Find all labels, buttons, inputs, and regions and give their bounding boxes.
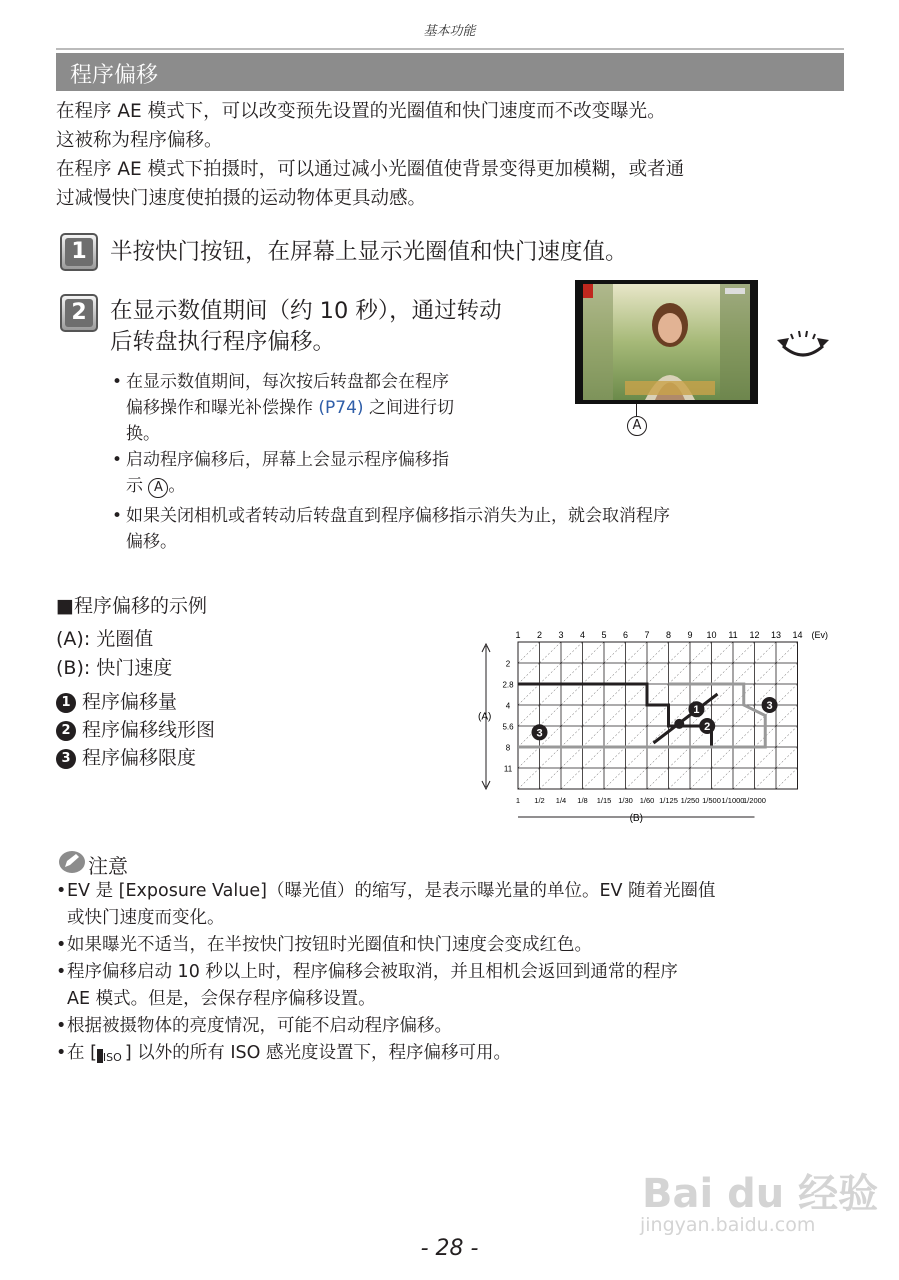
ev-tick-label: 5 <box>601 630 607 640</box>
header-title: 基本功能 <box>423 24 476 39</box>
example-heading: ■程序偏移的示例 <box>56 595 207 617</box>
step-1-badge: 1 <box>60 233 98 271</box>
header-divider <box>56 48 844 50</box>
step-2-text: 在显示数值期间（约 10 秒），通过转动 后转盘执行程序偏移。 <box>110 298 502 355</box>
bullet-item: • 如果关闭相机或者转动后转盘直到程序偏移指示消失为止，就会取消程序 偏移。 <box>112 506 670 552</box>
rear-dial-icon <box>775 326 831 366</box>
shutter-tick-label: 1/4 <box>555 796 567 805</box>
shutter-tick-label: 1/125 <box>659 796 678 805</box>
intro-line: 过减慢快门速度使拍摄的运动物体更具动感。 <box>56 188 427 209</box>
intelligent-iso-icon: ISO <box>97 1049 125 1067</box>
aperture-tick-label: 2 <box>505 659 511 669</box>
ev-tick-label: 4 <box>579 630 586 640</box>
aperture-tick-label: 8 <box>505 743 511 753</box>
ev-tick-label: 12 <box>749 630 760 640</box>
watermark-logo: Bai du 经验 <box>642 1171 879 1217</box>
marker-1-label: 1 <box>693 704 700 717</box>
shutter-tick-label: 1/500 <box>702 796 721 805</box>
note-item: • 在 [ ISO ] 以外的所有 ISO 感光度设置下，程序偏移可用。 <box>56 1040 856 1067</box>
shutter-tick-label: 1/1000 <box>721 796 745 805</box>
ev-tick-label: 13 <box>770 630 782 640</box>
shutter-tick-label: 1/8 <box>577 796 588 805</box>
note-item: • 程序偏移启动 10 秒以上时，程序偏移会被取消，并且相机会返回到通常的程序 AE 模式。但是，会保存程序偏移设置。 <box>56 962 678 1009</box>
step-2-bullets <box>112 369 572 499</box>
marker-2-label: 2 <box>704 721 711 733</box>
legend-item-3: 3 程序偏移限度 <box>56 744 196 772</box>
number-3-icon: 3 <box>56 749 76 769</box>
note-item: • EV 是 [Exposure Value]（曝光值）的缩写，是表示曝光量的单位。EV 随着光圈值 或快门速度而变化。 <box>56 881 716 928</box>
ev-tick-label: 8 <box>665 630 672 640</box>
shutter-tick-label: 1/250 <box>680 796 700 805</box>
shift-point <box>674 719 684 729</box>
ev-tick-label: 3 <box>558 630 564 640</box>
watermark-url: jingyan.baidu.com <box>640 1214 816 1236</box>
bullet-item: • 启动程序偏移后，屏幕上会显示程序偏移指 示 A 。 <box>112 450 449 496</box>
number-1-icon: 1 <box>56 693 76 713</box>
figure-label-a: A <box>627 416 647 436</box>
ev-tick-label: 11 <box>728 630 738 640</box>
camera-lcd-illustration <box>575 280 758 404</box>
step-1-text: 半按快门按钮，在屏幕上显示光圈值和快门速度值。 <box>110 239 628 265</box>
intro-line: 这被称为程序偏移。 <box>56 130 223 151</box>
section-title-bar <box>56 53 844 91</box>
aperture-tick-label: 2.8 <box>502 680 514 690</box>
marker-3-label: 3 <box>766 700 773 712</box>
ev-tick-label: 1 <box>515 630 521 640</box>
bullet-item: • 在显示数值期间，每次按后转盘都会在程序 偏移操作和曝光补偿操作 (P74) 之间进行切 换。 <box>112 372 454 444</box>
camera-screen-photo <box>575 280 758 404</box>
shutter-tick-label: 1/2000 <box>743 796 766 805</box>
ev-tick-label: 7 <box>644 630 650 640</box>
intro-paragraph <box>56 97 846 213</box>
legend-b: (B): 快门速度 <box>56 657 173 679</box>
aperture-axis-label: (A) <box>478 711 492 723</box>
callout-a-marker: A <box>148 478 168 498</box>
callout-line <box>636 404 637 416</box>
aperture-tick-label: 4 <box>505 701 511 711</box>
note-item: • 如果曝光不适当，在半按快门按钮时光圈值和快门速度会变成红色。 <box>56 935 592 955</box>
shutter-tick-label: 1/60 <box>639 796 655 805</box>
legend-a: (A): 光圈值 <box>56 628 154 650</box>
ev-tick-label: 14 <box>792 630 803 640</box>
intro-line: 在程序 AE 模式下，可以改变预先设置的光圈值和快门速度而不改变曝光。 <box>56 101 666 122</box>
section-title: 程序偏移 <box>70 63 159 88</box>
note-item: • 根据被摄物体的亮度情况，可能不启动程序偏移。 <box>56 1016 452 1036</box>
aperture-tick-label: 11 <box>503 764 513 774</box>
note-pencil-icon <box>58 850 86 874</box>
shutter-tick-label: 1/30 <box>618 796 633 805</box>
program-shift-chart <box>470 628 840 828</box>
marker-3-label: 3 <box>536 727 543 740</box>
page-number: - 28 - <box>420 1236 479 1261</box>
intro-line: 在程序 AE 模式下拍摄时，可以通过减小光圈值使背景变得更加模糊，或者通 <box>56 159 685 180</box>
shutter-tick-label: 1/15 <box>596 796 612 805</box>
number-2-icon: 2 <box>56 721 76 741</box>
page-link-p74[interactable]: (P74) <box>318 398 364 418</box>
shutter-axis-label: (B) <box>629 813 643 824</box>
shutter-tick-label: 1 <box>515 796 521 805</box>
ev-tick-label: 6 <box>622 630 629 640</box>
ev-tick-label: 9 <box>687 630 693 640</box>
ev-unit-label: (Ev) <box>811 630 828 640</box>
aperture-tick-label: 5.6 <box>502 722 514 732</box>
step-2-badge: 2 <box>60 294 98 332</box>
notes-heading: 注意 <box>88 854 128 878</box>
legend-item-2: 2 程序偏移线形图 <box>56 716 215 744</box>
notes-list <box>56 878 856 1067</box>
ev-tick-label: 10 <box>706 630 717 640</box>
shutter-tick-label: 1/2 <box>534 796 545 805</box>
legend-item-1: 1 程序偏移量 <box>56 688 177 716</box>
ev-tick-label: 2 <box>536 630 543 640</box>
